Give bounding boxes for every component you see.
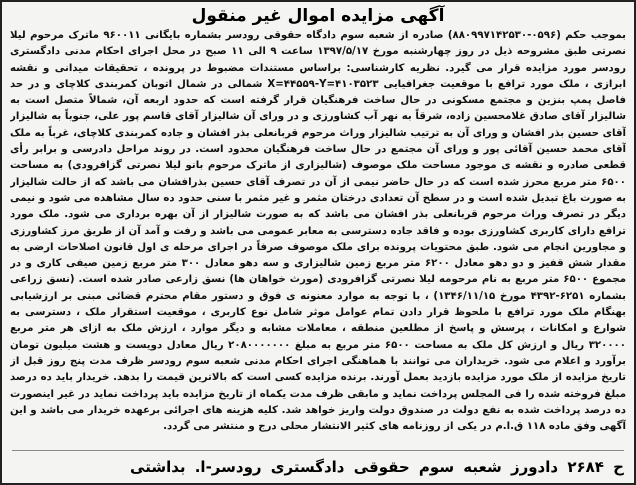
notice-footer-signature: ح ۲۶۸۴ دادورز شعبه سوم حقوقی دادگستری رودسر-ا. بداشتی: [12, 450, 624, 477]
notice-title: آگهی مزایده اموال غیر منقول: [191, 6, 445, 26]
notice-body: [10, 28, 626, 432]
notice-paragraph: بموجب حکم (۰۵۹۶-۸۸۰۹۹۷۱۴۲۵۳۰) صادره از شعبه سوم دادگاه حقوقی رودسر بشماره بایگانی ۹۶۰۰۱۱ ماترک مرحوم لیلا نصرتی طبق مشروحه ذیل در روز چهارشنبه مورخ ۱۳۹۷/۵/۱۷ ساعت ۹ الی ۱۱ صبح در محل اجرای احکام مدنی دادگستری رودسر مورد مزایده قرار می گیرد. نظریه کارشناسی: براساس مستندات مضبوط در پرونده ، تحقیقات میدانی و نقشه ابرازی ، ملک مورد ترافع با موقعیت جغرافیایی X=۴۴۵۵۹-Y=۴۱۰۳۵۲۳ شمالی در شمال اتوبان کمربندی کلاچای و در حد فاصل پمپ بنزین و مجتمع مسکونی در حال ساخت فرهنگیان قرار گرفته است که حدود اربعه آن، شمالاً متصل است به شالیزار آقای صادق غلامحسین زاده، شرقاً به نهر آب کشاورزی و در ورای آن شالیزار آقای قاسم پور علی، جنوباً به شالیزار آقای حسین بذر افشان و ورای آن به ترتیب شالیزار وراث مرحوم قربانعلی بذر افشان و جاده کمربندی کلاچای، غرباً به ملک آقای محمد حسین آقائی پور و ورای آن مجتمع در حال ساخت فرهنگیان محدود است. در روند مراحل دادرسی و برابر رأی قطعی صادره و نقشه ی موجود مساحت ملک موصوف (شالیزاری از ماترک مرحوم بانو لیلا نصرتی گزافرودی) به مساحت ۶۵۰۰ متر مربع محرز شده است که در حال حاضر نیمی از آن در تصرف آقای حسین بذرافشان می باشد که از حالت شالیزار به صورت باغ تبدیل شده است و در سطح آن تعدادی درختان مثمر و غیر مثمر با سنی حدود ده سال مشاهده می شود و نیمی دیگر در تصرف وراث مرحوم قربانعلی بذر افشان می باشد که به صورت شالیزار از آن بهره برداری می شود. ملک مورد ترافع دارای کاربری کشاورزی بوده و فاقد جاده دسترسی به معابر عمومی می باشد و رفت و آمد آن از طریق مرز کشاورزی و مجاورین انجام می شود. طبق محتویات پرونده برای ملک موصوف صرفاً در اجرای مرحله ی اول قانون اصلاحات ارضی به مقدار شش قفیز و دو دهو معادل ۶۲۰۰ متر مربع زمین شالیزاری و سه دهو معادل ۳۰۰ متر مربع زمین صیفی کاری و در مجموع ۶۵۰۰ متر مربع به نام مرحومه لیلا نصرتی گزافرودی (مورث خواهان ها) نسق زارعی صادر شده است. (نسق زراعی بشماره ۶۲۵۱-۴۳۹۲ مورخ ۱۳۴۶/۱۱/۱۵) ، با توجه به موارد معنونه ی فوق و دستور مقام محترم قضائی مبنی بر ارزشیابی بهنگام ملک مورد ترافع با ملحوظ قرار دادن تمام عوامل موثر شامل نوع کاربری ، موقعیت استقرار ملک ، دسترسی به شوارع و امکانات ، پرسش و پاسخ از مطلعین منطقه ، معاملات مشابه و دیگر موارد ، ارزش ملک به ازای هر متر مربع ۳۲۰۰۰۰ ریال و ارزش کل ملک به مساحت ۶۵۰۰ متر مربع به مبلغ ۲۰۸۰۰۰۰۰۰۰ ریال معادل دویست و هشت میلیون تومان برآورد و اعلام می شود. خریداران می توانند با هماهنگی اجرای احکام مدنی شعبه سوم رودسر ظرف مدت پنج روز قبل از تاریخ مزایده از ملک مورد مزایده بازدید بعمل آورند. برنده مزایده کسی است که بالاترین قیمت را بدهد. خریدار باید ده درصد مبلغ فروخته شده را فی المجلس پرداخت نماید و مابقی ظرف مدت یکماه از تاریخ مزایده باید پرداخت نماید در غیر اینصورت ده درصد پرداخت شده به نفع دولت در صندوق دولت واریز خواهد شد. کلیه هزینه های اجرائی برعهده خریدار می باشد و این آگهی وفق ماده ۱۱۸ ق.ا.م در یکی از روزنامه های کثیر الانتشار محلی درج و منتشر می گردد.: [10, 30, 626, 432]
